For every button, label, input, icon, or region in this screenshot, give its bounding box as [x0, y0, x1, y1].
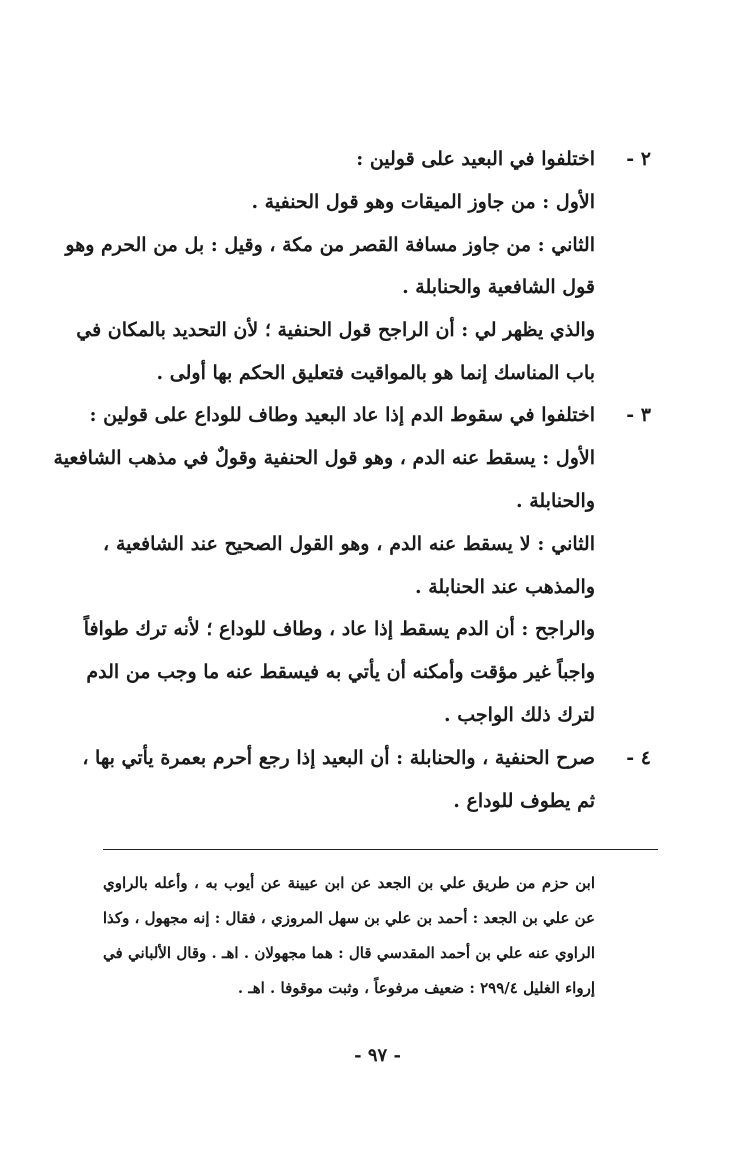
- text-line: لترك ذلك الواجب .: [444, 704, 595, 726]
- item-number: ٣ -: [626, 404, 651, 426]
- item-number: ٢ -: [626, 148, 651, 170]
- text-line: والذي يظهر لي : أن الراجح قول الحنفية ؛ لأن التحديد بالمكان في: [76, 319, 595, 341]
- text-line: الثاني : من جاوز مسافة القصر من مكة ، وقيل : بل من الحرم وهو: [65, 234, 595, 256]
- text-line: باب المناسك إنما هو بالمواقيت فتعليق الحكم بها أولى .: [156, 362, 595, 384]
- text-line: والراجح : أن الدم يسقط إذا عاد ، وطاف للوداع ؛ لأنه ترك طوافاً: [83, 618, 595, 640]
- item-number: ٤ -: [626, 747, 651, 769]
- text-line: واجباً غير مؤقت وأمكنه أن يأتي به فيسقط عنه ما وجب من الدم: [86, 661, 595, 683]
- footnote-line: إرواء الغليل ٢٩٩/٤ : ضعيف مرفوعاً ، وثبت موقوفا . اهـ .: [237, 979, 595, 997]
- footnote-line: الراوي عنه علي بن أحمد المقدسي قال : هما مجهولان . اهـ . وقال الألباني في: [103, 944, 595, 962]
- text-line: والمذهب عند الحنابلة .: [415, 576, 595, 598]
- text-line: والحنابلة .: [515, 490, 595, 512]
- footnote-line: ابن حزم من طريق علي بن الجعد عن ابن عيينة عن أيوب به ، وأعله بالراوي: [103, 874, 595, 892]
- text-line: اختلفوا في سقوط الدم إذا عاد البعيد وطاف للوداع على قولين :: [89, 404, 595, 426]
- footnote-line: عن علي بن الجعد : أحمد بن علي بن سهل المروزي ، فقال : إنه مجهول ، وكذا: [102, 909, 595, 927]
- footnote-divider: [103, 849, 658, 850]
- page-number: - ٩٧ -: [354, 1045, 401, 1066]
- text-line: قول الشافعية والحنابلة .: [402, 276, 595, 298]
- text-line: الأول : يسقط عنه الدم ، وهو قول الحنفية وقولٌ في مذهب الشافعية: [53, 447, 595, 469]
- text-line: اختلفوا في البعيد على قولين :: [356, 148, 595, 170]
- text-line: ثم يطوف للوداع .: [453, 790, 595, 812]
- text-line: الأول : من جاوز الميقات وهو قول الحنفية .: [251, 191, 595, 213]
- text-line: صرح الحنفية ، والحنابلة : أن البعيد إذا رجع أحرم بعمرة يأتي بها ،: [82, 747, 595, 769]
- text-line: الثاني : لا يسقط عنه الدم ، وهو القول الصحيح عند الشافعية ،: [103, 533, 595, 555]
